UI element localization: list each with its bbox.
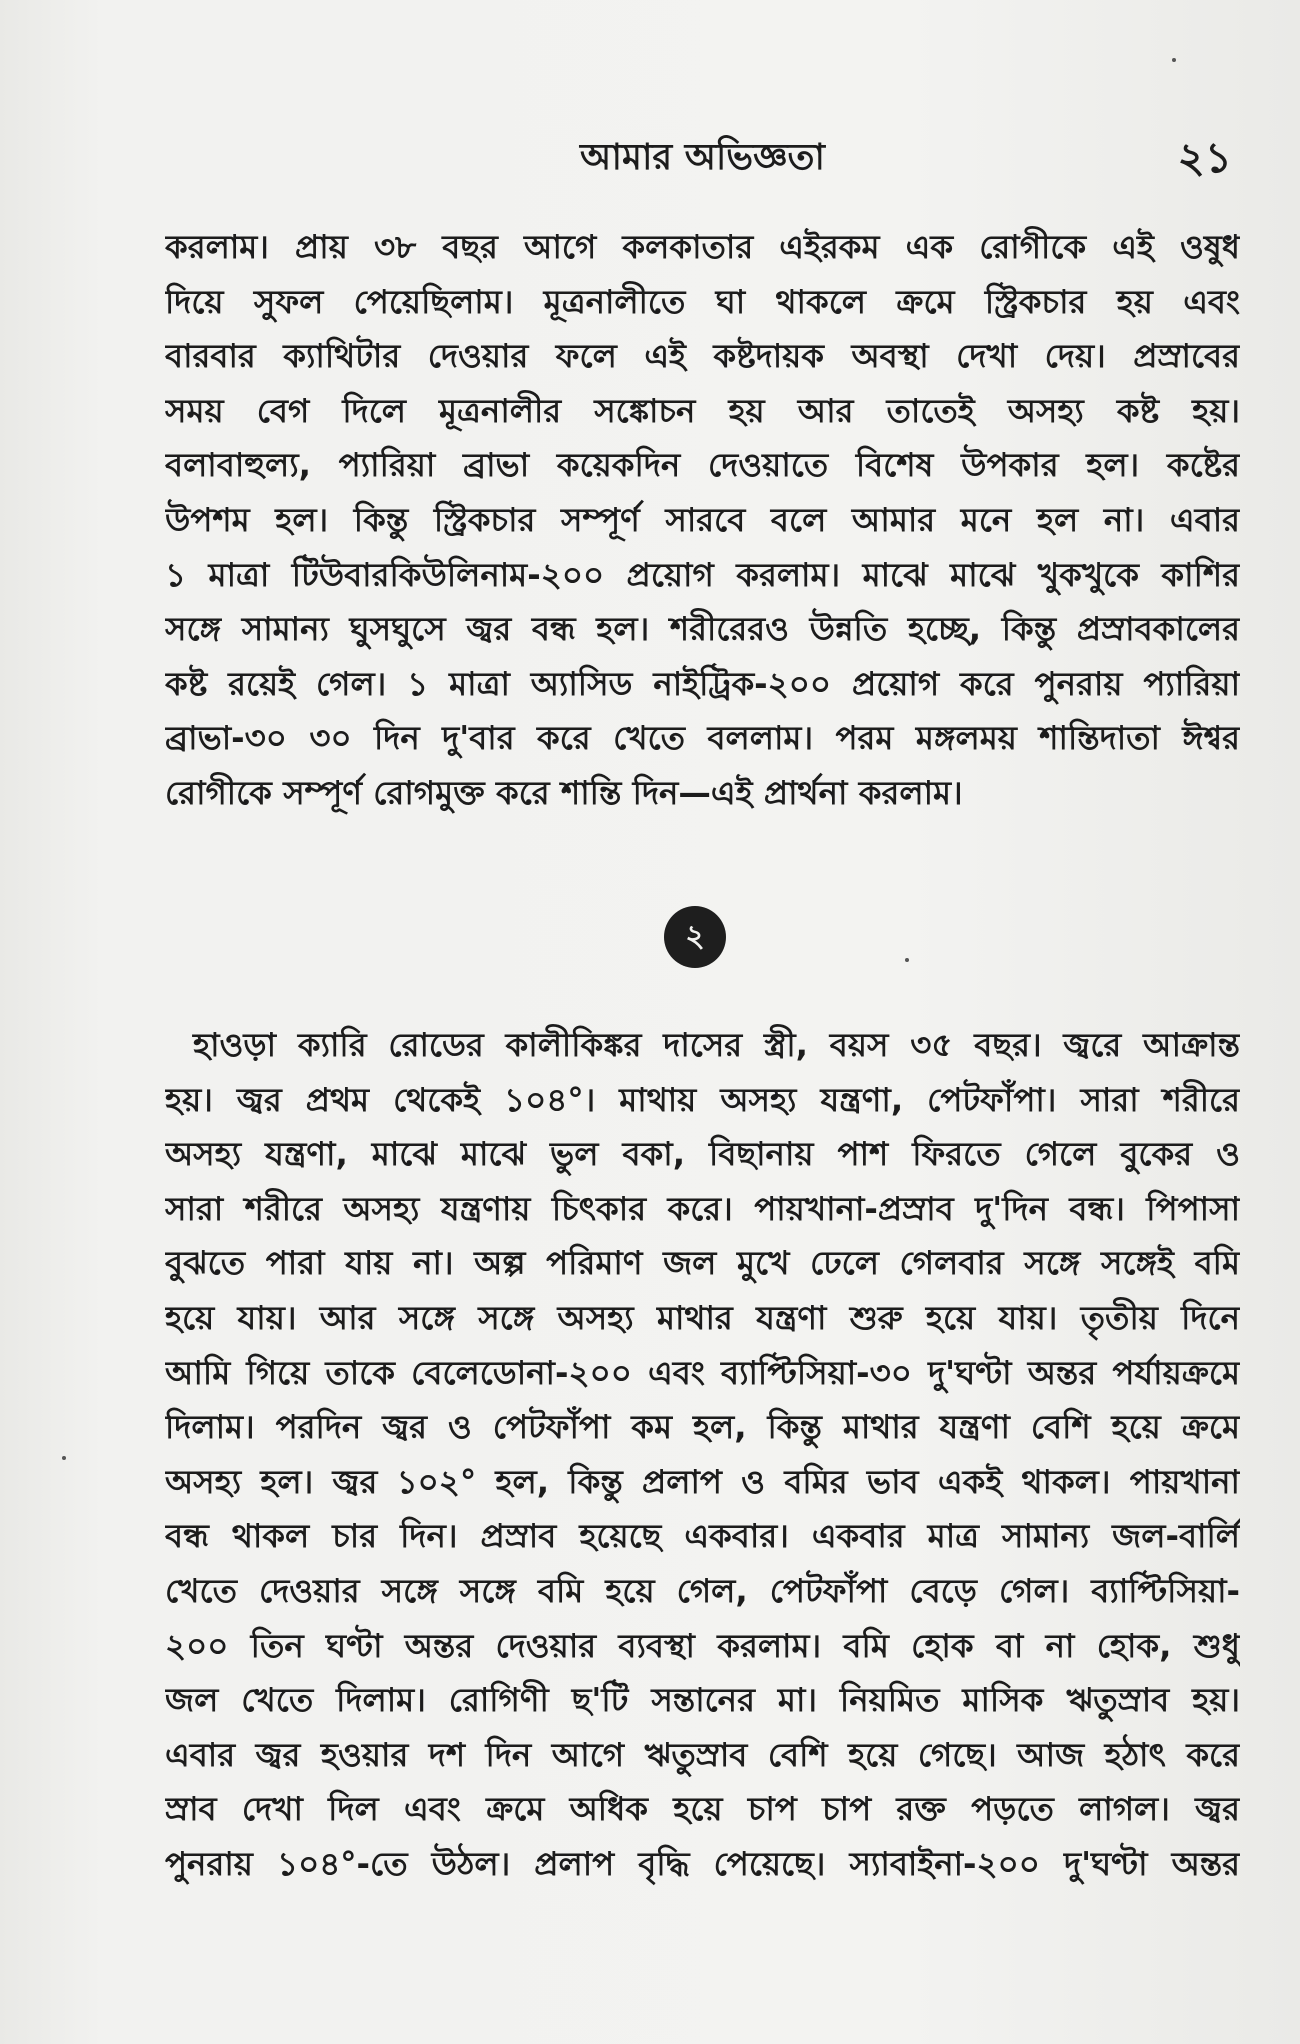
- section-number-badge: ২: [664, 906, 726, 968]
- text-line: বারবার ক্যাথিটার দেওয়ার ফলে এই কষ্টদায়ক অবস্থা দেখা দেয়। প্রস্রাবের: [165, 337, 1240, 376]
- page-header: [165, 128, 1240, 188]
- text-line: হয়ে যায়। আর সঙ্গে সঙ্গে অসহ্য মাথার যন্ত্রণা শুরু হয়ে যায়। তৃতীয় দিনে: [165, 1298, 1240, 1337]
- text-line: অসহ্য যন্ত্রণা, মাঝে মাঝে ভুল বকা, বিছানায় পাশ ফিরতে গেলে বুকের ও: [165, 1135, 1240, 1174]
- text-line: পুনরায় ১০৪°-তে উঠল। প্রলাপ বৃদ্ধি পেয়েছে। স্যাবাইনা-২০০ দু'ঘণ্টা অন্তর: [165, 1844, 1240, 1883]
- text-line: বুঝতে পারা যায় না। অল্প পরিমাণ জল মুখে ঢেলে গেলবার সঙ্গে সঙ্গেই বমি: [165, 1244, 1240, 1283]
- paragraph-2: [165, 1018, 1240, 1892]
- text-line: অসহ্য হল। জ্বর ১০২° হল, কিন্তু প্রলাপ ও বমির ভাব একই থাকল। পায়খানা: [165, 1462, 1240, 1501]
- text-line: আমি গিয়ে তাকে বেলেডোনা-২০০ এবং ব্যাপ্টিসিয়া-৩০ দু'ঘণ্টা অন্তর পর্যায়ক্রমে: [165, 1353, 1240, 1392]
- text-line: দিয়ে সুফল পেয়েছিলাম। মূত্রনালীতে ঘা থাকলে ক্রমে স্ট্রিকচার হয় এবং: [165, 282, 1240, 321]
- running-title: আমার অভিজ্ঞতা: [580, 137, 825, 178]
- text-line: ২০০ তিন ঘণ্টা অন্তর দেওয়ার ব্যবস্থা করলাম। বমি হোক বা না হোক, শুধু: [165, 1626, 1240, 1665]
- text-line: সময় বেগ দিলে মূত্রনালীর সঙ্কোচন হয় আর তাতেই অসহ্য কষ্ট হয়।: [165, 391, 1240, 430]
- text-line: রোগীকে সম্পূর্ণ রোগমুক্ত করে শান্তি দিন—এই প্রার্থনা করলাম।: [165, 773, 963, 812]
- text-line: খেতে দেওয়ার সঙ্গে সঙ্গে বমি হয়ে গেল, পেটফাঁপা বেড়ে গেল। ব্যাপ্টিসিয়া-: [165, 1571, 1240, 1610]
- text-line: সঙ্গে সামান্য ঘুসঘুসে জ্বর বন্ধ হল। শরীরেরও উন্নতি হচ্ছে, কিন্তু প্রস্রাবকালের: [165, 610, 1240, 649]
- text-line: স্রাব দেখা দিল এবং ক্রমে অধিক হয়ে চাপ চাপ রক্ত পড়তে লাগল। জ্বর: [165, 1790, 1240, 1829]
- text-line: করলাম। প্রায় ৩৮ বছর আগে কলকাতার এইরকম এক রোগীকে এই ওষুধ: [165, 228, 1240, 266]
- paragraph-1: [165, 220, 1240, 821]
- paper-speck: [1172, 58, 1176, 62]
- text-line: এবার জ্বর হওয়ার দশ দিন আগে ঋতুস্রাব বেশি হয়ে গেছে। আজ হঠাৎ করে: [165, 1735, 1240, 1774]
- text-line: ব্রাভা-৩০ ৩০ দিন দু'বার করে খেতে বললাম। পরম মঙ্গলময় শান্তিদাতা ঈশ্বর: [165, 719, 1240, 758]
- text-line: দিলাম। পরদিন জ্বর ও পেটফাঁপা কম হল, কিন্তু মাথার যন্ত্রণা বেশি হয়ে ক্রমে: [165, 1408, 1240, 1447]
- text-line: কষ্ট রয়েই গেল। ১ মাত্রা অ্যাসিড নাইট্রিক-২০০ প্রয়োগ করে পুনরায় প্যারিয়া: [165, 664, 1240, 703]
- text-line: জল খেতে দিলাম। রোগিণী ছ'টি সন্তানের মা। নিয়মিত মাসিক ঋতুস্রাব হয়।: [165, 1681, 1240, 1720]
- paper-speck: [905, 958, 909, 962]
- paper-speck: [62, 1456, 66, 1460]
- text-line: বন্ধ থাকল চার দিন। প্রস্রাব হয়েছে একবার। একবার মাত্র সামান্য জল-বার্লি: [165, 1517, 1240, 1556]
- text-line: হাওড়া ক্যারি রোডের কালীকিঙ্কর দাসের স্ত্রী, বয়স ৩৫ বছর। জ্বরে আক্রান্ত: [193, 1026, 1240, 1064]
- text-line: উপশম হল। কিন্তু স্ট্রিকচার সম্পূর্ণ সারবে বলে আমার মনে হল না। এবার: [165, 500, 1240, 539]
- page-number: ২১: [1177, 133, 1232, 182]
- text-line: বলাবাহুল্য, প্যারিয়া ব্রাভা কয়েকদিন দেওয়াতে বিশেষ উপকার হল। কষ্টের: [165, 446, 1240, 485]
- text-line: ১ মাত্রা টিউবারকিউলিনাম-২০০ প্রয়োগ করলাম। মাঝে মাঝে খুকখুকে কাশির: [165, 555, 1240, 594]
- text-line: সারা শরীরে অসহ্য যন্ত্রণায় চিৎকার করে। পায়খানা-প্রস্রাব দু'দিন বন্ধ। পিপাসা: [165, 1189, 1240, 1228]
- text-line: হয়। জ্বর প্রথম থেকেই ১০৪°। মাথায় অসহ্য যন্ত্রণা, পেটফাঁপা। সারা শরীরে: [165, 1080, 1240, 1119]
